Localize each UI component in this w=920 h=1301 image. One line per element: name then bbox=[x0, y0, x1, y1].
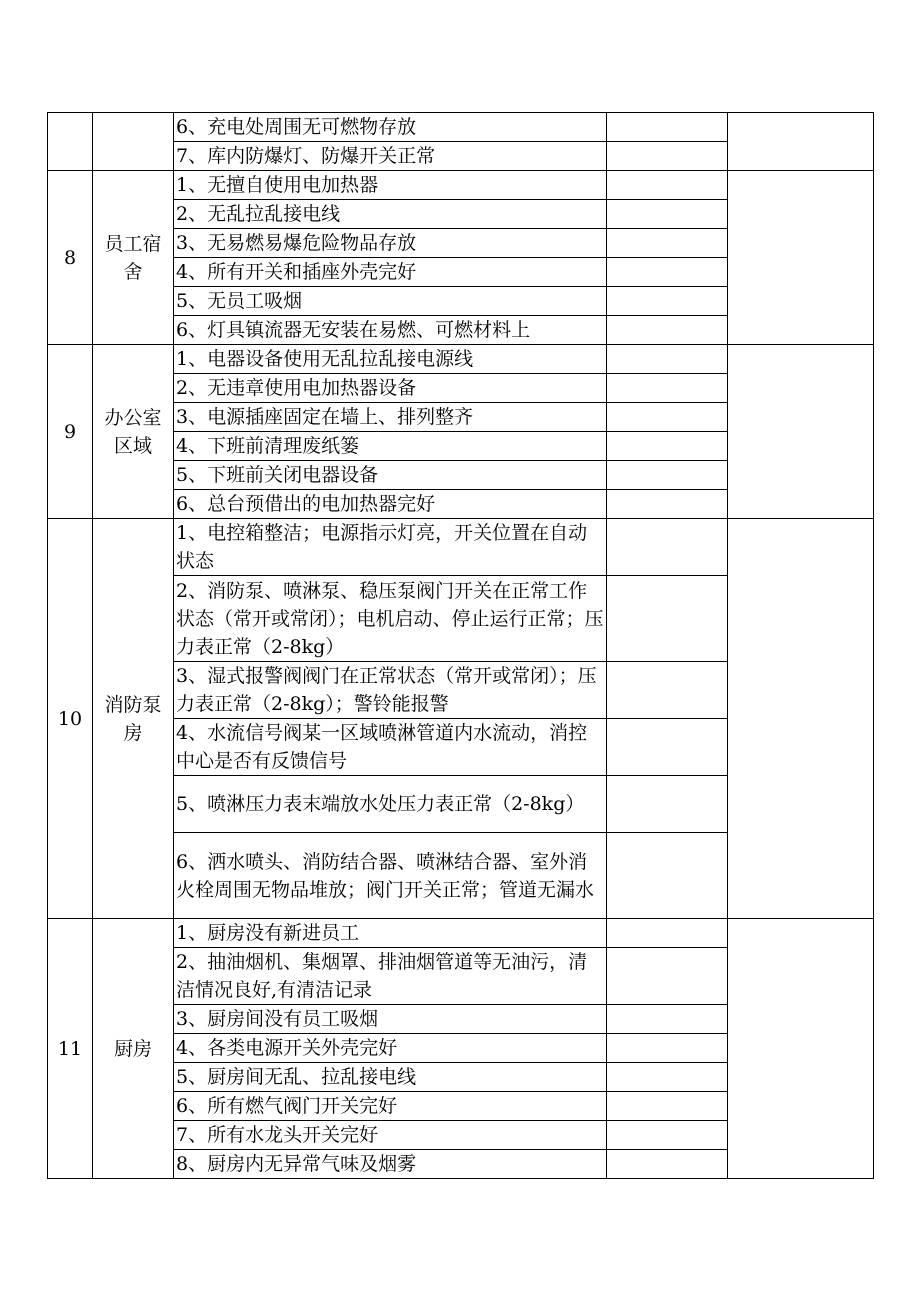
remark-cell bbox=[728, 919, 874, 1179]
check-item: 1、无擅自使用电加热器 bbox=[174, 171, 607, 200]
check-item: 3、湿式报警阀阀门在正常状态（常开或常闭）；压力表正常（2-8kg）；警铃能报警 bbox=[174, 662, 607, 719]
check-item: 1、电器设备使用无乱拉乱接电源线 bbox=[174, 345, 607, 374]
result-cell bbox=[607, 1034, 728, 1063]
group-area: 消防泵房 bbox=[93, 519, 174, 919]
check-item: 8、厨房内无异常气味及烟雾 bbox=[174, 1150, 607, 1179]
table-row bbox=[48, 919, 874, 948]
check-item: 4、水流信号阀某一区域喷淋管道内水流动，消控中心是否有反馈信号 bbox=[174, 719, 607, 776]
result-cell bbox=[607, 287, 728, 316]
check-item: 5、喷淋压力表末端放水处压力表正常（2-8kg） bbox=[174, 776, 607, 833]
group-number: 8 bbox=[48, 171, 93, 345]
check-item: 2、无违章使用电加热器设备 bbox=[174, 374, 607, 403]
group-number: 11 bbox=[48, 919, 93, 1179]
result-cell bbox=[607, 258, 728, 287]
result-cell bbox=[607, 662, 728, 719]
result-cell bbox=[607, 776, 728, 833]
result-cell bbox=[607, 461, 728, 490]
result-cell bbox=[607, 142, 728, 171]
check-item: 6、总台预借出的电加热器完好 bbox=[174, 490, 607, 519]
inspection-checklist-table bbox=[47, 112, 874, 1179]
result-cell bbox=[607, 432, 728, 461]
check-item: 7、所有水龙头开关完好 bbox=[174, 1121, 607, 1150]
table-row bbox=[48, 345, 874, 374]
check-item: 1、厨房没有新进员工 bbox=[174, 919, 607, 948]
check-item: 3、厨房间没有员工吸烟 bbox=[174, 1005, 607, 1034]
check-item: 2、无乱拉乱接电线 bbox=[174, 200, 607, 229]
group-area: 厨房 bbox=[93, 919, 174, 1179]
result-cell bbox=[607, 576, 728, 662]
table-row bbox=[48, 171, 874, 200]
result-cell bbox=[607, 1005, 728, 1034]
result-cell bbox=[607, 374, 728, 403]
check-item: 3、无易燃易爆危险物品存放 bbox=[174, 229, 607, 258]
result-cell bbox=[607, 1092, 728, 1121]
remark-cell bbox=[728, 519, 874, 919]
check-item: 5、厨房间无乱、拉乱接电线 bbox=[174, 1063, 607, 1092]
remark-cell bbox=[728, 113, 874, 171]
result-cell bbox=[607, 490, 728, 519]
remark-cell bbox=[728, 345, 874, 519]
result-cell bbox=[607, 229, 728, 258]
check-item: 2、消防泵、喷淋泵、稳压泵阀门开关在正常工作状态（常开或常闭）；电机启动、停止运行正常；压力表正常（2-8kg） bbox=[174, 576, 607, 662]
result-cell bbox=[607, 200, 728, 229]
result-cell bbox=[607, 403, 728, 432]
check-item: 7、库内防爆灯、防爆开关正常 bbox=[174, 142, 607, 171]
check-item: 6、灯具镇流器无安装在易燃、可燃材料上 bbox=[174, 316, 607, 345]
result-cell bbox=[607, 719, 728, 776]
check-item: 4、下班前清理废纸篓 bbox=[174, 432, 607, 461]
table-row bbox=[48, 113, 874, 142]
result-cell bbox=[607, 948, 728, 1005]
check-item: 1、电控箱整洁；电源指示灯亮，开关位置在自动状态 bbox=[174, 519, 607, 576]
remark-cell bbox=[728, 171, 874, 345]
result-cell bbox=[607, 1121, 728, 1150]
result-cell bbox=[607, 171, 728, 200]
result-cell bbox=[607, 519, 728, 576]
check-item: 5、下班前关闭电器设备 bbox=[174, 461, 607, 490]
check-item: 2、抽油烟机、集烟罩、排油烟管道等无油污，清洁情况良好,有清洁记录 bbox=[174, 948, 607, 1005]
group-area bbox=[93, 113, 174, 171]
result-cell bbox=[607, 1150, 728, 1179]
checklist-body bbox=[48, 113, 874, 1179]
check-item: 3、电源插座固定在墙上、排列整齐 bbox=[174, 403, 607, 432]
group-number: 10 bbox=[48, 519, 93, 919]
group-area: 员工宿舍 bbox=[93, 171, 174, 345]
result-cell bbox=[607, 1063, 728, 1092]
result-cell bbox=[607, 919, 728, 948]
table-row bbox=[48, 519, 874, 576]
check-item: 6、充电处周围无可燃物存放 bbox=[174, 113, 607, 142]
result-cell bbox=[607, 345, 728, 374]
check-item: 4、所有开关和插座外壳完好 bbox=[174, 258, 607, 287]
result-cell bbox=[607, 113, 728, 142]
check-item: 6、洒水喷头、消防结合器、喷淋结合器、室外消火栓周围无物品堆放；阀门开关正常；管道无漏水 bbox=[174, 833, 607, 919]
check-item: 4、各类电源开关外壳完好 bbox=[174, 1034, 607, 1063]
result-cell bbox=[607, 833, 728, 919]
result-cell bbox=[607, 316, 728, 345]
group-number bbox=[48, 113, 93, 171]
check-item: 6、所有燃气阀门开关完好 bbox=[174, 1092, 607, 1121]
check-item: 5、无员工吸烟 bbox=[174, 287, 607, 316]
group-number: 9 bbox=[48, 345, 93, 519]
group-area: 办公室区域 bbox=[93, 345, 174, 519]
